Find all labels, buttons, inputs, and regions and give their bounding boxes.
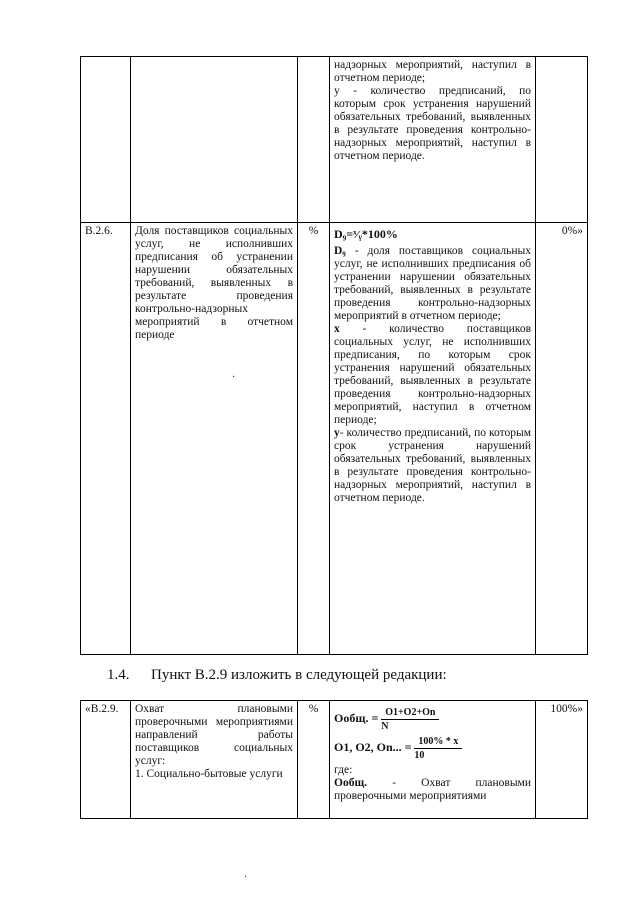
definition-x: [334, 323, 531, 427]
section-text: Пункт B.2.9 изложить в следующей редакции:: [151, 667, 447, 683]
table-row: [81, 223, 588, 655]
formula-cell: [330, 701, 536, 819]
name-cell: [131, 57, 298, 223]
name-cell: [131, 701, 298, 819]
code-cell: [81, 57, 131, 223]
definition-text: - количество поставщиков социальных услуг, не исполнивших предписания, по которым срок устранения нарушений обязательных требований, выявленных в результате проведения контрольно-надзорных мероприятий, наступил в отчетном периоде;: [334, 323, 531, 426]
numerator: O1+O2+On: [381, 706, 439, 720]
indicators-table-continued: [80, 56, 588, 655]
numerator: 100% * x: [414, 735, 462, 749]
definition-text: - количество предписаний, по которым срок устранения нарушений обязательных требований, выявленных в результате проведения контрольно-надзорных мероприятий, наступил в отчетном периоде.: [334, 427, 531, 504]
formula-cell: [330, 57, 536, 223]
formula-each: [334, 735, 531, 762]
term: D₉: [334, 245, 346, 257]
formula: D₉=ˣ⁄ᵧ*100%: [334, 227, 398, 241]
fraction: [381, 706, 439, 733]
code-cell: B.2.6.: [81, 223, 131, 655]
table-row: [81, 701, 588, 819]
description-text: надзорных мероприятий, наступил в отчетном периоде;: [334, 59, 531, 84]
formula-lhs: Oобщ. =: [334, 711, 379, 726]
term: y: [334, 427, 340, 439]
term: x: [334, 323, 340, 335]
definition-text: - Охват плановыми проверочными мероприятиями: [334, 777, 531, 802]
section-heading: [107, 667, 447, 684]
fraction: [414, 735, 462, 762]
definition-o: [334, 777, 531, 803]
term: Oобщ.: [334, 777, 368, 789]
definition-text: - доля поставщиков социальных услуг, не исполнивших предписания об устранении нарушении обязательных требований, выявленных в результате проведения контрольно-надзорных мероприятий в отчетном периоде;: [334, 245, 531, 322]
table-row: [81, 57, 588, 223]
name-cell: Доля поставщиков социальных услуг, не исполнивших предписания об устранении нарушении обязательных требований, выявленных в результате проведения контрольно-надзорных мероприятий в отчетном периоде: [131, 223, 298, 655]
formula-cell: [330, 223, 536, 655]
section-number: 1.4.: [107, 667, 130, 683]
denominator: 10: [414, 750, 425, 761]
list-item: 1. Социально-бытовые услуги: [135, 768, 283, 780]
indicators-table-b29: [80, 700, 588, 819]
indicator-name: Охват плановыми проверочными мероприятиями направлений работы поставщиков социальных услуг:: [135, 703, 293, 767]
denominator: N: [381, 721, 389, 732]
where-label: где:: [334, 764, 353, 776]
description-text: y - количество предписаний, по которым срок устранения нарушений обязательных требований, выявленных в результате проведения контрольно-надзорных мероприятий, наступил в отчетном периоде.: [334, 85, 531, 162]
target-cell: 100%»: [536, 701, 588, 819]
formula-lhs: O1, O2, On... =: [334, 740, 412, 755]
code-cell: «B.2.9.: [81, 701, 131, 819]
unit-cell: %: [298, 223, 330, 655]
scan-speck: ·: [244, 872, 248, 883]
definition-d9: [334, 245, 531, 323]
target-cell: [536, 57, 588, 223]
unit-cell: %: [298, 701, 330, 819]
target-cell: 0%»: [536, 223, 588, 655]
scan-speck: ·: [232, 372, 236, 383]
formula-overall: [334, 706, 531, 733]
unit-cell: [298, 57, 330, 223]
definition-y: [334, 427, 531, 505]
